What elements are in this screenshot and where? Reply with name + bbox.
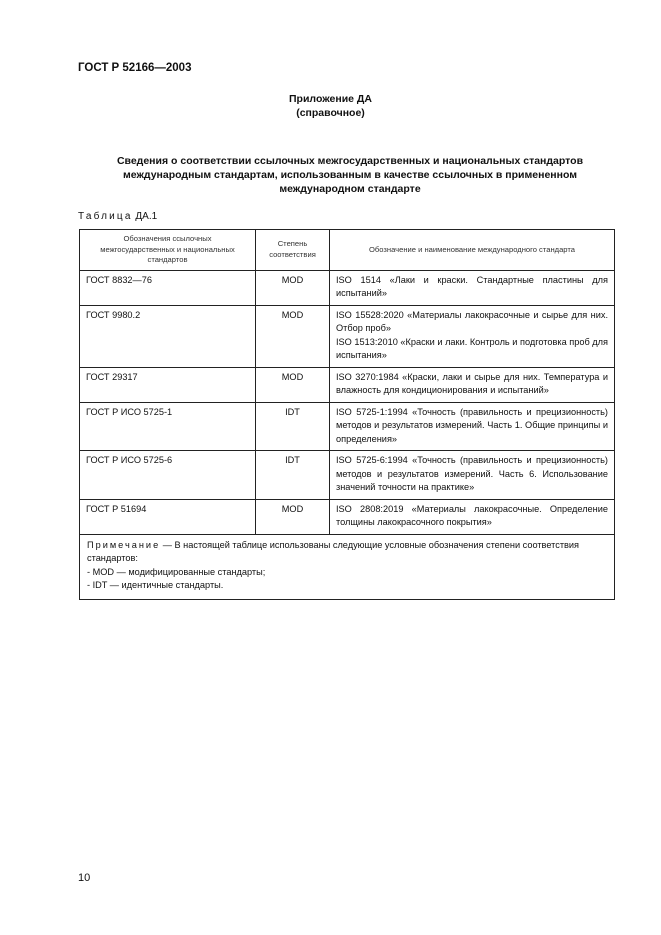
table-row	[80, 305, 615, 367]
standard-code: ГОСТ Р 51694	[80, 499, 256, 534]
standards-table	[79, 229, 615, 600]
standard-code: ГОСТ Р ИСО 5725-1	[80, 402, 256, 451]
table-row	[80, 270, 615, 305]
document-title-line-3: международном стандарте	[279, 183, 421, 195]
document-title-line-2: международным стандартам, использованным в качестве ссылочных в примененном	[122, 169, 578, 181]
international-standard-entry: ISO 1514 «Лаки и краски. Стандартные пластины для испытаний»	[336, 274, 608, 298]
conformity-degree: IDT	[256, 451, 330, 500]
note-text: — В настоящей таблице использованы следующие условные обозначения степени соответствия стандартов:	[87, 539, 580, 563]
table-note-row	[80, 534, 615, 599]
table-note	[80, 534, 615, 599]
international-standard	[330, 367, 615, 402]
conformity-degree: IDT	[256, 402, 330, 451]
document-title-line-1: Сведения о соответствии ссылочных межгосударственных и национальных стандартов	[116, 155, 584, 167]
standard-code: ГОСТ 9980.2	[80, 305, 256, 367]
international-standard-entry: ISO 15528:2020 «Материалы лакокрасочные и сырье для них. Отбор проб»	[336, 309, 608, 333]
table-row	[80, 451, 615, 500]
conformity-degree: MOD	[256, 499, 330, 534]
standard-code: ГОСТ Р ИСО 5725-6	[80, 451, 256, 500]
international-standard	[330, 270, 615, 305]
international-standard-entry: ISO 5725-1:1994 «Точность (правильность и прецизионность) методов и результатов измерений. Часть 1. Общие принципы и определения»	[336, 406, 608, 444]
header-degree: Степень соответствия	[256, 230, 330, 271]
page-number: 10	[78, 872, 91, 884]
international-standard	[330, 499, 615, 534]
international-standard-entry: ISO 3270:1984 «Краски, лаки и сырье для них. Температура и влажность для кондиционирования и испытаний»	[336, 371, 608, 395]
international-standard-entry: ISO 5725-6:1994 «Точность (правильность и прецизионность) методов и результатов измерений. Часть 6. Использование значений точности на практике»	[336, 455, 608, 492]
document-title	[90, 154, 610, 196]
table-header-row	[80, 230, 615, 271]
conformity-degree: MOD	[256, 270, 330, 305]
international-standard-entry: ISO 2808:2019 «Материалы лакокрасочные. Определение толщины лакокрасочного покрытия»	[336, 503, 608, 527]
document-code: ГОСТ Р 52166—2003	[78, 62, 192, 74]
international-standard	[330, 451, 615, 500]
appendix-title: Приложение ДА	[289, 93, 372, 105]
note-item-idt: - IDT — идентичные стандарты.	[87, 580, 224, 590]
table-caption	[78, 211, 157, 222]
international-standard	[330, 402, 615, 451]
header-international-standard: Обозначение и наименование международного стандарта	[330, 230, 615, 271]
conformity-degree: MOD	[256, 367, 330, 402]
table-row	[80, 499, 615, 534]
standard-code: ГОСТ 29317	[80, 367, 256, 402]
conformity-degree: MOD	[256, 305, 330, 367]
international-standard-entry: ISO 1513:2010 «Краски и лаки. Контроль и подготовка проб для испытания»	[336, 336, 608, 360]
table-row	[80, 402, 615, 451]
note-item-mod: - MOD — модифицированные стандарты;	[87, 566, 266, 577]
appendix-subtitle: (справочное)	[296, 107, 365, 119]
header-referenced-standards: Обозначения ссылочных межгосударственных и национальных стандартов	[80, 230, 256, 271]
table-caption-word: Таблица	[78, 211, 133, 222]
appendix-heading	[0, 92, 661, 120]
table-caption-number: ДА.1	[135, 211, 158, 222]
note-label: Примечание	[87, 539, 161, 550]
international-standard	[330, 305, 615, 367]
table-row	[80, 367, 615, 402]
standard-code: ГОСТ 8832—76	[80, 270, 256, 305]
